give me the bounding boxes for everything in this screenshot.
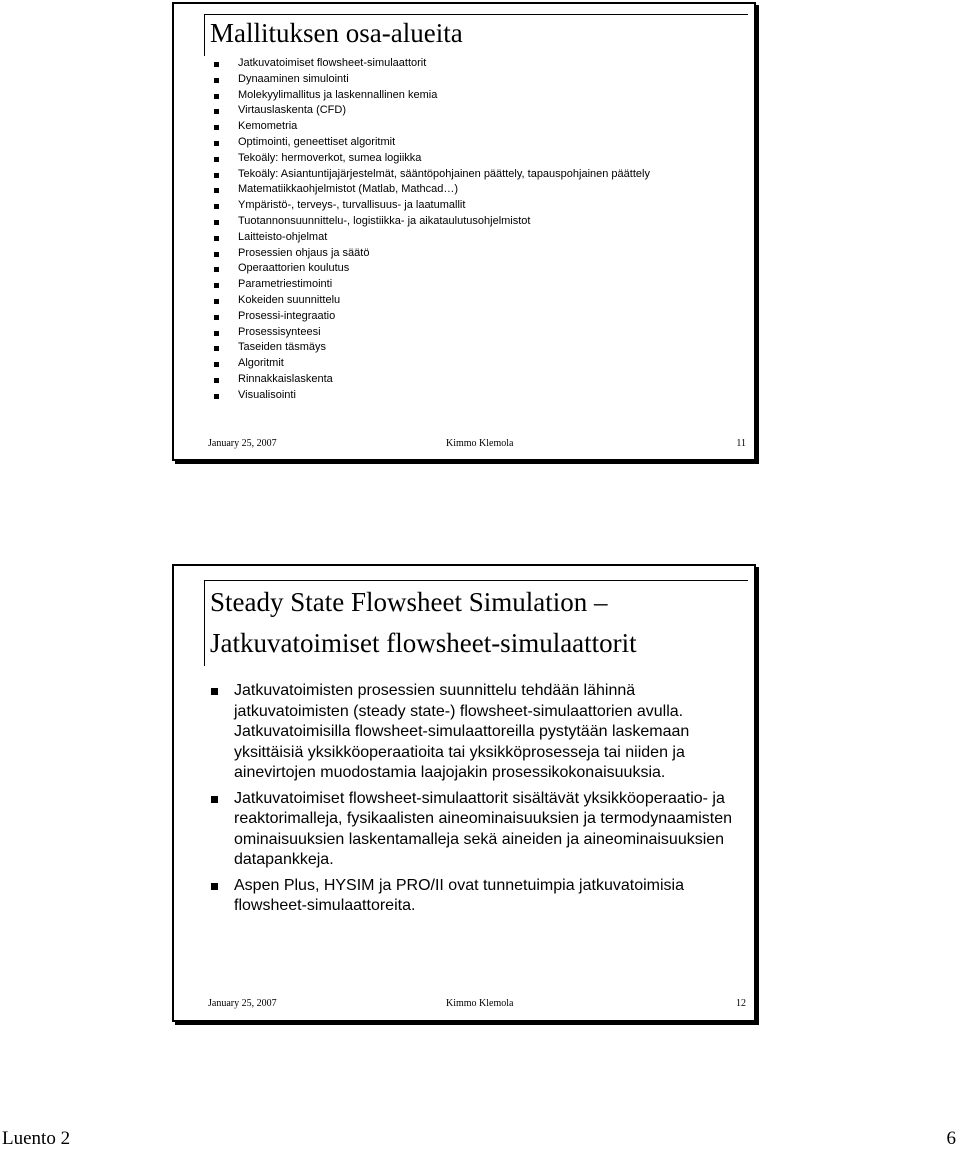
bullet-item (214, 119, 744, 135)
square-bullet-icon (214, 220, 219, 225)
bullet-text: Virtauslaskenta (CFD) (238, 104, 346, 117)
square-bullet-icon (214, 157, 219, 162)
bullet-item (214, 56, 744, 72)
bullet-item (214, 277, 744, 293)
square-bullet-icon (214, 173, 219, 178)
bullet-item (214, 356, 744, 372)
bullet-text: Matematiikkaohjelmistot (Matlab, Mathcad…) (238, 183, 459, 196)
bullet-text: Laitteisto-ohjelmat (238, 230, 328, 243)
bullet-item (214, 325, 744, 341)
bullet-text: Tuotannonsuunnittelu-, logistiikka- ja aikataulutusohjelmistot (238, 214, 531, 227)
square-bullet-icon (214, 394, 219, 399)
bullet-item (211, 789, 746, 871)
square-bullet-icon (214, 362, 219, 367)
square-bullet-icon (211, 796, 218, 803)
bullet-text: Operaattorien koulutus (238, 262, 350, 275)
bullet-text: Kokeiden suunnittelu (238, 293, 341, 306)
slide-footer (208, 998, 746, 1012)
bullet-item (214, 309, 744, 325)
bullet-text: Jatkuvatoimiset flowsheet-simulaattorit sisältävät yksikköoperaatio- ja reaktorimalleja, fysikaalisten aineominaisuuksien ja termodynaamisten ominaisuuksien laskentamalleja sekä aineiden ja aineominaisuuksien datapankkeja. (234, 789, 733, 868)
bullet-text: Molekyylimallitus ja laskennallinen kemia (238, 88, 438, 101)
title-rule-vertical (204, 580, 205, 666)
title-rule-top (204, 580, 748, 581)
bullet-text: Taseiden täsmäys (238, 341, 327, 354)
bullet-text: Prosessisynteesi (238, 325, 321, 338)
footer-author: Kimmo Klemola (446, 998, 514, 1009)
bullet-text: Jatkuvatoimisten prosessien suunnittelu tehdään lähinnä jatkuvatoimisten (steady state-) flowsheet-simulaattorien avulla. Jatkuvatoimisilla flowsheet-simulaattoreilla pystytään laskemaan yksittäisiä yksikköoperaatioita tai yksikköprosesseja tai niiden ja ainevirtojen muodostamia laajojakin prosessikokonaisuuksia. (234, 682, 690, 781)
bullet-text: Visualisointi (238, 388, 296, 401)
bullet-item (214, 198, 744, 214)
bullet-item (214, 167, 744, 183)
square-bullet-icon (214, 331, 219, 336)
slide-12 (172, 564, 756, 1022)
slide-title: Mallituksen osa-alueita (210, 18, 463, 48)
bullet-text: Aspen Plus, HYSIM ja PRO/II ovat tunnetuimpia jatkuvatoimisia flowsheet-simulaattoreita. (234, 876, 684, 914)
square-bullet-icon (214, 62, 219, 67)
slide-11 (172, 2, 756, 461)
square-bullet-icon (214, 378, 219, 383)
bullet-text: Rinnakkaislaskenta (238, 372, 333, 385)
bullet-text: Ympäristö-, terveys-, turvallisuus- ja laatumallit (238, 199, 466, 212)
square-bullet-icon (214, 125, 219, 130)
footer-date: January 25, 2007 (208, 438, 277, 449)
bullet-text: Algoritmit (238, 357, 284, 370)
bullet-item (214, 182, 744, 198)
square-bullet-icon (214, 346, 219, 351)
bullet-item (214, 230, 744, 246)
square-bullet-icon (214, 267, 219, 272)
bullet-item (211, 876, 746, 917)
bullet-list (211, 681, 746, 922)
square-bullet-icon (211, 688, 218, 695)
bullet-item (214, 388, 744, 404)
slide-title-line-2: Jatkuvatoimiset flowsheet-simulaattorit (210, 628, 637, 658)
square-bullet-icon (214, 78, 219, 83)
square-bullet-icon (214, 141, 219, 146)
title-rule-top (204, 14, 748, 15)
page-number: 6 (946, 1128, 956, 1149)
bullet-text: Tekoäly: Asiantuntijajärjestelmät, sääntöpohjainen päättely, tapauspohjainen päättely (238, 167, 650, 180)
bullet-text: Tekoäly: hermoverkot, sumea logiikka (238, 151, 422, 164)
square-bullet-icon (211, 883, 218, 890)
bullet-item (211, 681, 746, 784)
title-rule-vertical (204, 14, 205, 56)
bullet-text: Optimointi, geneettiset algoritmit (238, 135, 396, 148)
lecture-label: Luento 2 (2, 1128, 71, 1149)
bullet-item (214, 72, 744, 88)
square-bullet-icon (214, 204, 219, 209)
bullet-item (214, 103, 744, 119)
square-bullet-icon (214, 252, 219, 257)
bullet-item (214, 293, 744, 309)
square-bullet-icon (214, 236, 219, 241)
bullet-text: Kemometria (238, 120, 298, 133)
footer-date: January 25, 2007 (208, 998, 277, 1009)
bullet-text: Prosessi-integraatio (238, 309, 336, 322)
footer-page-number: 12 (736, 998, 746, 1009)
bullet-text: Parametriestimointi (238, 278, 333, 291)
bullet-item (214, 214, 744, 230)
bullet-item (214, 261, 744, 277)
bullet-text: Dynaaminen simulointi (238, 72, 349, 85)
square-bullet-icon (214, 109, 219, 114)
bullet-item (214, 135, 744, 151)
bullet-item (214, 372, 744, 388)
bullet-item (214, 340, 744, 356)
slide-title-line-1: Steady State Flowsheet Simulation – (210, 587, 608, 617)
footer-page-number: 11 (736, 438, 746, 449)
square-bullet-icon (214, 315, 219, 320)
bullet-list (214, 56, 744, 404)
square-bullet-icon (214, 188, 219, 193)
slide-footer (208, 438, 746, 452)
bullet-item (214, 88, 744, 104)
bullet-item (214, 151, 744, 167)
square-bullet-icon (214, 94, 219, 99)
bullet-text: Jatkuvatoimiset flowsheet-simulaattorit (238, 57, 427, 69)
slide-title (210, 582, 637, 664)
footer-author: Kimmo Klemola (446, 438, 514, 449)
square-bullet-icon (214, 283, 219, 288)
bullet-item (214, 246, 744, 262)
bullet-text: Prosessien ohjaus ja säätö (238, 246, 370, 259)
square-bullet-icon (214, 299, 219, 304)
